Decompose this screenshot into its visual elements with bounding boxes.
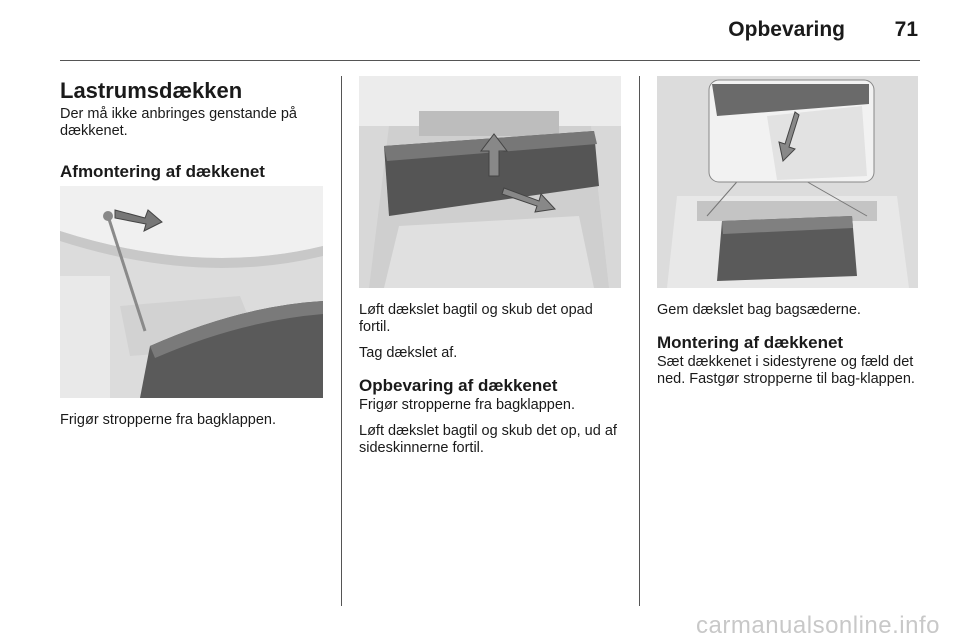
subheading-storage: Opbevaring af dækkenet (359, 376, 558, 395)
install-text: Sæt dækkenet i sidestyrene og fæld det ned. Fastgør stropperne til bag-klappen. (657, 354, 915, 387)
caption-lift-push: Løft dækslet bagtil og skub det opad fortil. (359, 302, 593, 335)
subheading-removal: Afmontering af dækkenet (60, 162, 265, 181)
column-divider (639, 76, 640, 606)
column-3 (657, 302, 922, 388)
figure-lift-cover (359, 76, 621, 288)
caption-release-straps: Frigør stropperne fra bagklappen. (60, 412, 276, 428)
column-2 (359, 302, 627, 457)
caption-take-off: Tag dækslet af. (359, 345, 458, 361)
page-header (60, 0, 920, 61)
page-number: 71 (894, 18, 918, 41)
figure-stow-cover (657, 76, 918, 288)
caption-stow: Gem dækslet bag bagsæderne. (657, 302, 861, 318)
figure-tailgate-strap (60, 186, 323, 398)
subheading-install: Montering af dækkenet (657, 333, 844, 352)
main-heading: Lastrumsdækken (60, 78, 243, 103)
section-title: Opbevaring (728, 18, 845, 41)
watermark: carmanualsonline.info (696, 612, 940, 639)
column-divider (341, 76, 342, 606)
column-1 (60, 74, 326, 182)
intro-text: Der må ikke anbringes genstande på dækkenet. (60, 106, 297, 139)
storage-step-2: Løft dækslet bagtil og skub det op, ud af sideskinnerne fortil. (359, 423, 617, 456)
storage-step-1: Frigør stropperne fra bagklappen. (359, 397, 575, 413)
